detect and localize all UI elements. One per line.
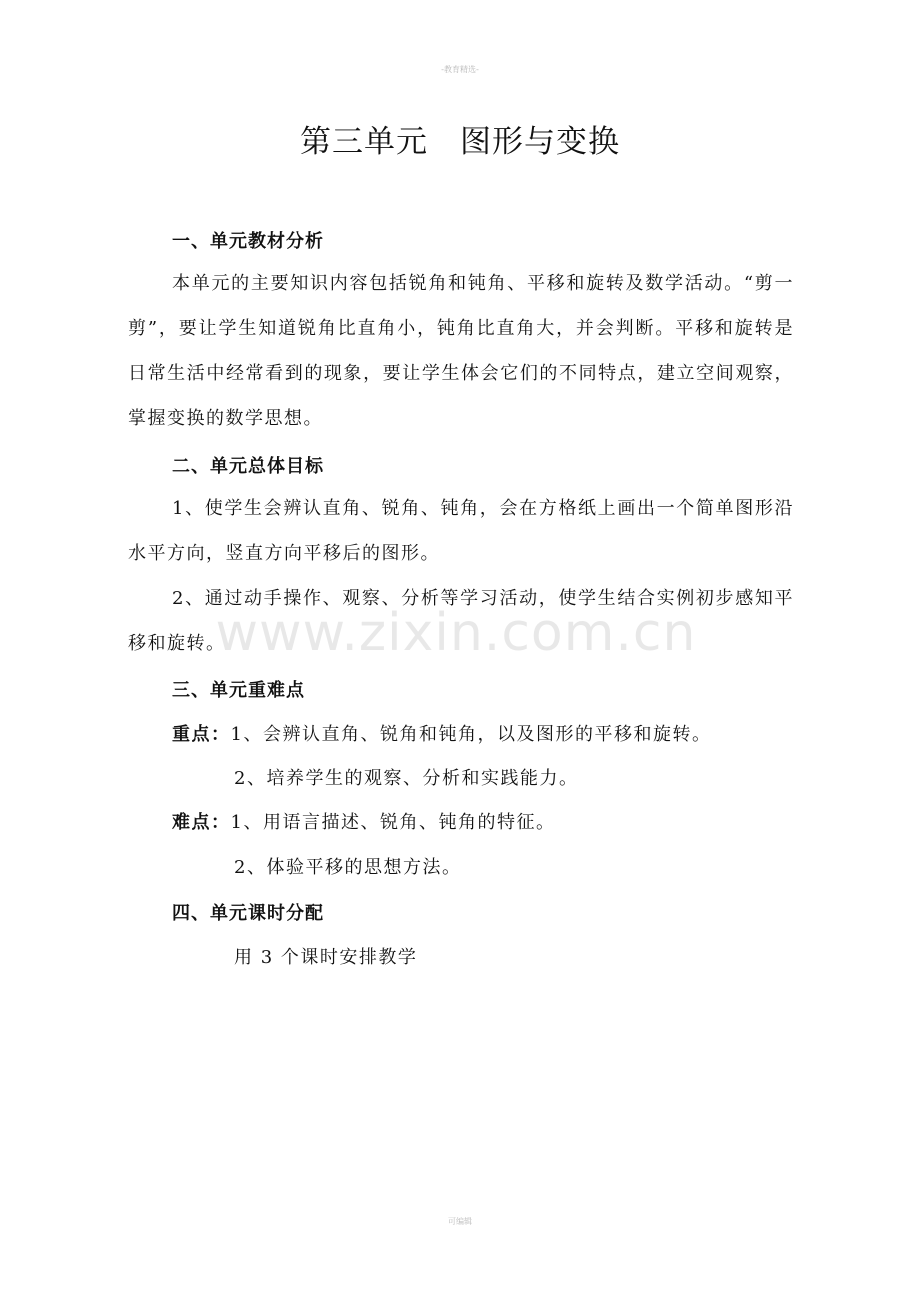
goal-1-paragraph: 1、使学生会辨认直角、锐角、钝角，会在方格纸上画出一个简单图形沿水平方向，竖直方向平移后的图形。: [128, 498, 794, 564]
key-points-row: [172, 720, 711, 746]
watermark: www.zixin.com.cn: [215, 603, 697, 663]
page-title: 第三单元 图形与变换: [300, 124, 620, 160]
difficulties-label: 难点：: [172, 812, 231, 833]
section-4-heading: 四、单元课时分配: [172, 903, 324, 924]
key-point-1: 1、会辨认直角、锐角和钝角，以及图形的平移和旋转。: [230, 724, 712, 745]
key-points-label: 重点：: [172, 724, 231, 745]
difficulties-row: [172, 808, 555, 834]
section-3-heading: 三、单元重难点: [172, 680, 305, 701]
goal-2-paragraph: 2、通过动手操作、观察、分析等学习活动，使学生结合实例初步感知平移和旋转。: [128, 588, 794, 654]
difficulty-1: 1、用语言描述、锐角、钝角的特征。: [230, 812, 556, 833]
key-point-2: 2、培养学生的观察、分析和实践能力。: [234, 768, 579, 789]
lesson-allocation-text: 用 3 个课时安排教学: [234, 947, 418, 968]
difficulty-2: 2、体验平移的思想方法。: [234, 857, 462, 878]
page-header-mark: -教育精选-: [441, 65, 479, 74]
section-1-heading: 一、单元教材分析: [172, 231, 324, 252]
section-2-heading: 二、单元总体目标: [172, 456, 324, 477]
page-footer-mark: 可编辑: [448, 1217, 472, 1226]
section-1-paragraph: 本单元的主要知识内容包括锐角和钝角、平移和旋转及数学活动。“剪一剪”，要让学生知道锐角比直角小，钝角比直角大，并会判断。平移和旋转是日常生活中经常看到的现象，要让学生体会它们的不同特点，建立空间观察，掌握变换的数学思想。: [128, 273, 794, 429]
